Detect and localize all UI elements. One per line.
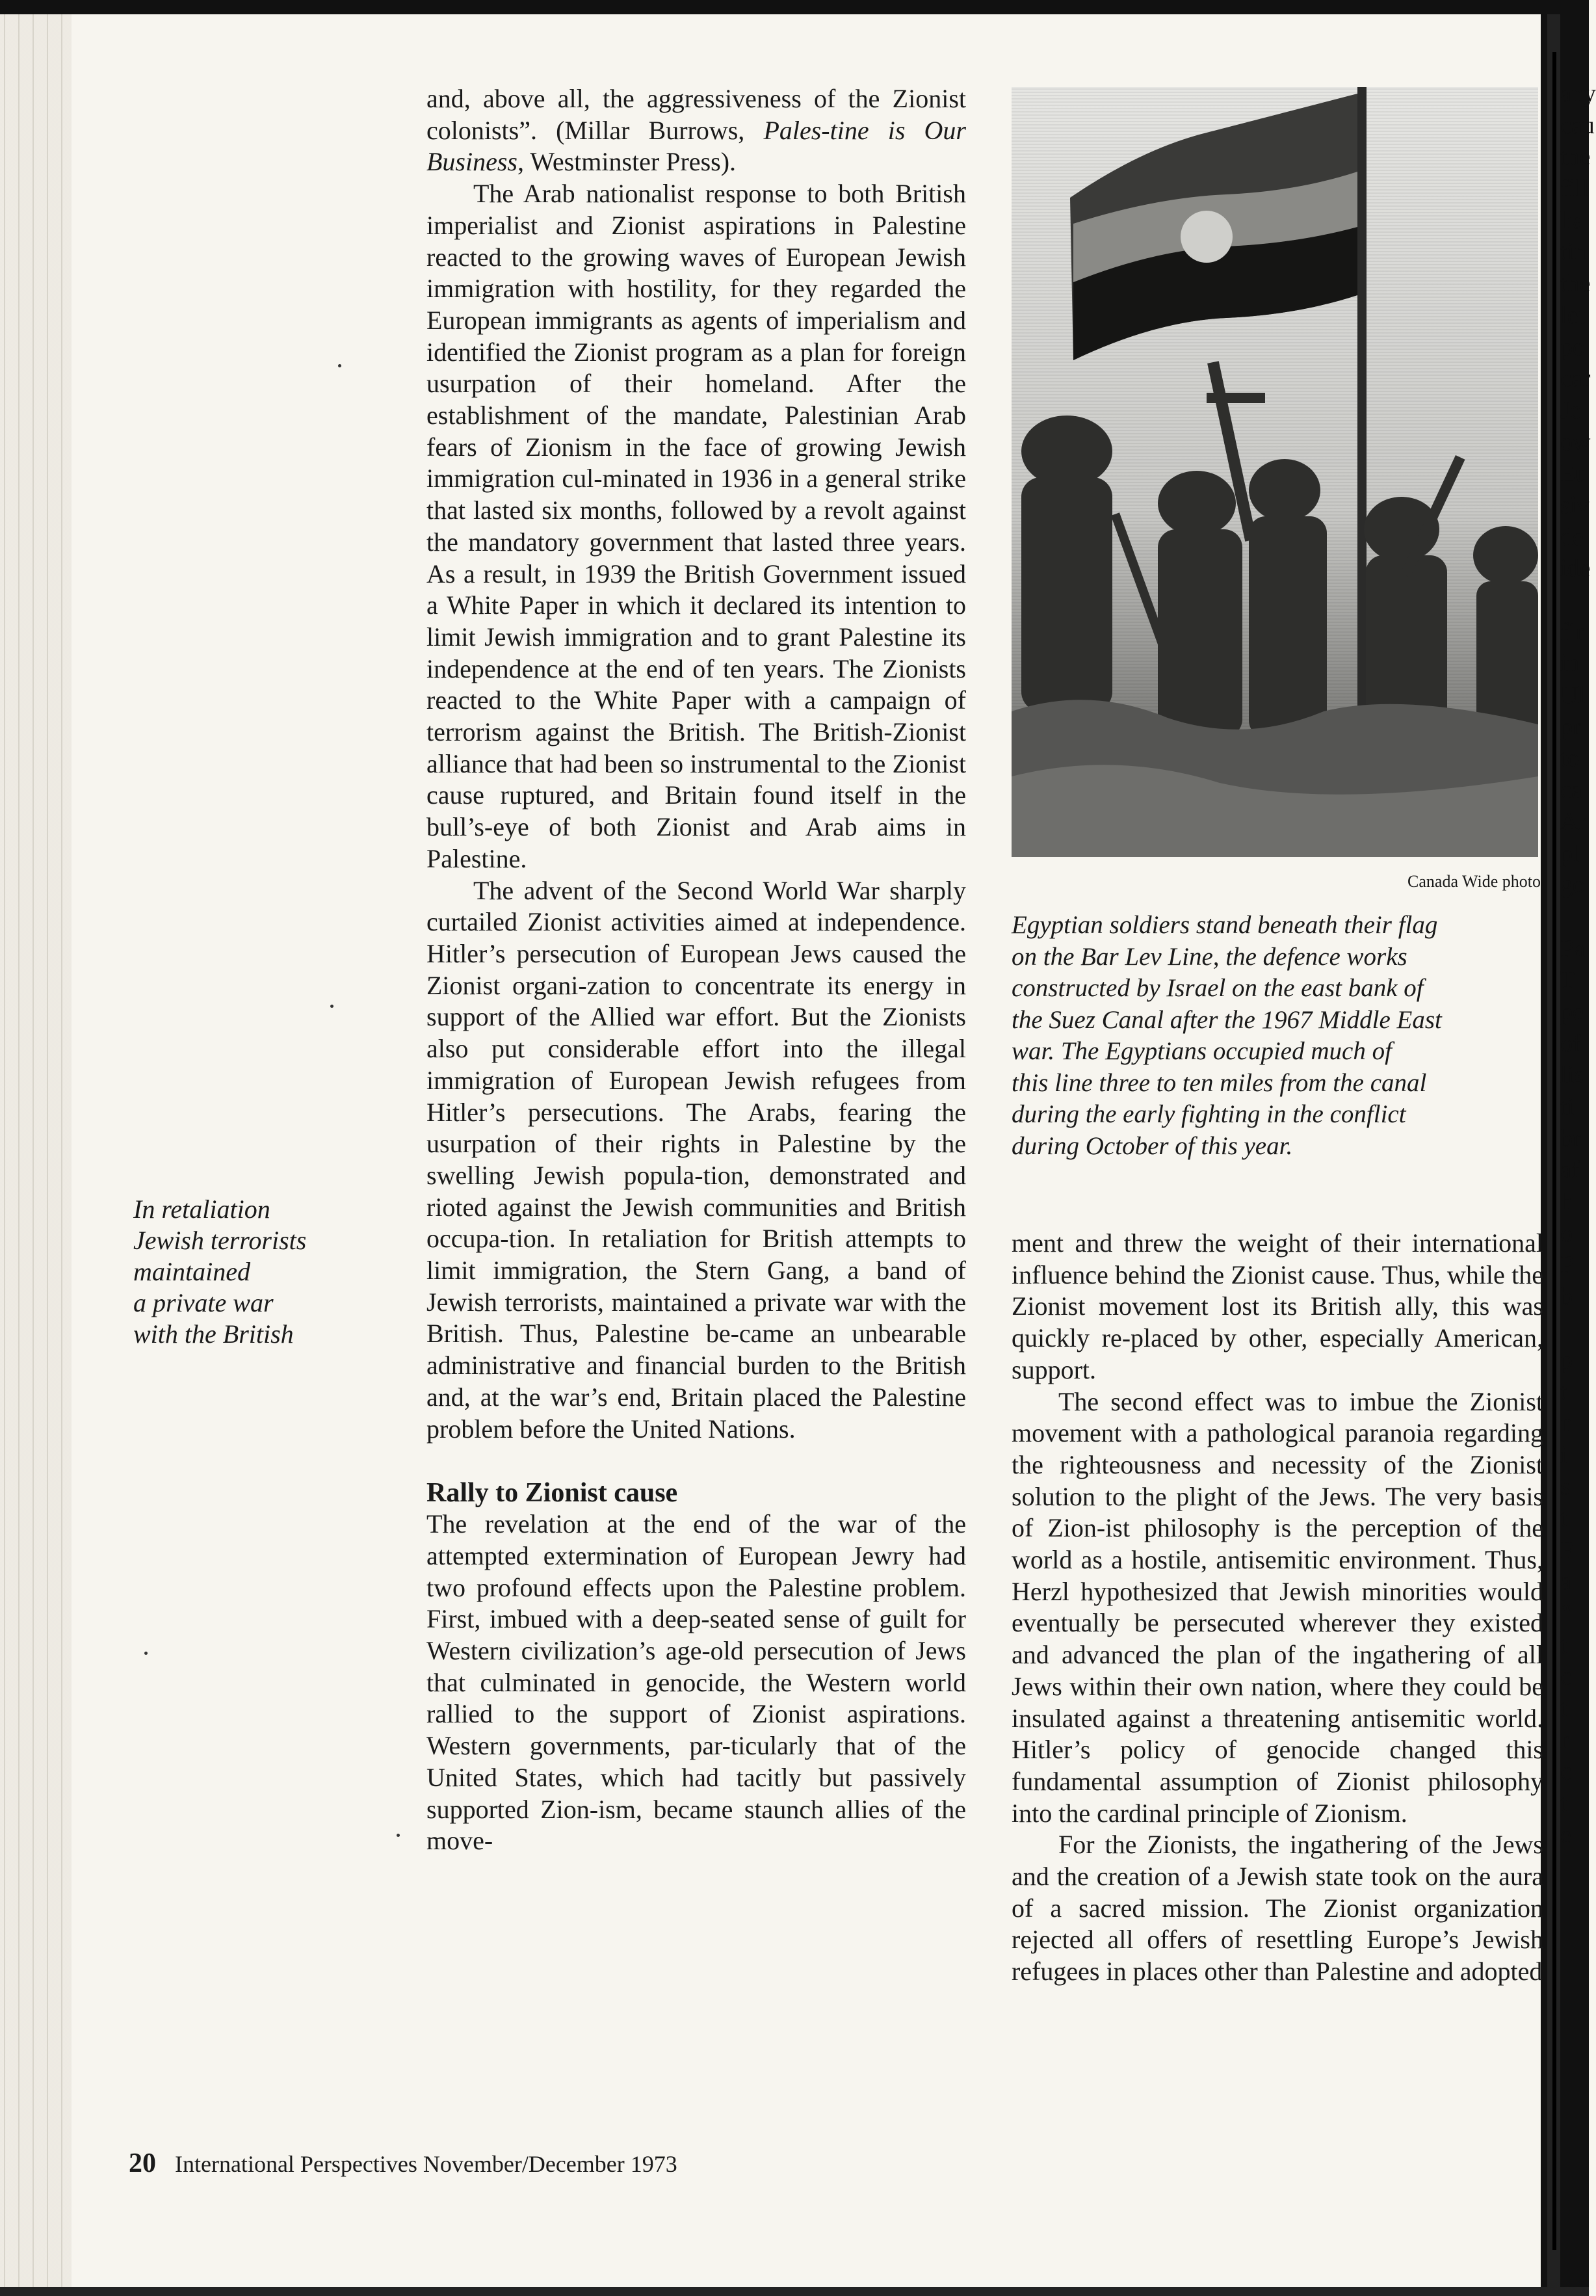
caption-line: during the early fighting in the conflict: [1012, 1100, 1406, 1128]
adjacent-text-fragment: ti: [1560, 1093, 1575, 1120]
adjacent-text-fragment: c: [1560, 1663, 1571, 1691]
adjacent-text-fragment: F: [1560, 1536, 1575, 1564]
adjacent-text-fragment: t: [1560, 1695, 1567, 1722]
adjacent-text-fragment: T: [1560, 966, 1576, 994]
adjacent-text-fragment: br: [1560, 1124, 1581, 1152]
scan-speck: [338, 364, 341, 367]
article-body-part2: [426, 1509, 966, 1857]
adjacent-text-fragment: ide: [1560, 555, 1591, 583]
adjacent-text-fragment: a: [1560, 1568, 1571, 1596]
caption-line: constructed by Israel on the east bank of: [1012, 974, 1424, 1002]
adjacent-text-fragment: de: [1560, 523, 1584, 551]
caption-line: the Suez Canal after the 1967 Middle East: [1012, 1005, 1442, 1034]
adjacent-text-fragment: “: [1560, 1600, 1571, 1627]
adjacent-text-fragment: [1560, 585, 1589, 616]
adjacent-text-fragment: t: [1560, 1378, 1567, 1406]
article-body-part1: [426, 83, 966, 1445]
adjacent-text-fragment: pr: [1560, 713, 1581, 741]
caption-line: Egyptian soldiers stand beneath their flag: [1012, 911, 1438, 939]
photo-credit: Canada Wide photo: [1407, 872, 1541, 891]
adjacent-text-fragment: ha: [1560, 206, 1584, 234]
adjacent-text-fragment: Pa: [1560, 934, 1585, 962]
article-paragraph: The revelation at the end of the war of the attempted extermination of European Jewry had two profound effects upon the Palestine problem. First, imbued with a deep-seated sense of guilt for Western civilization’s age-old persecution of Jews that culminated in genocide, the Western world rallied to the support of Zionist aspirations. Western governments, par-ticularly that of the United States, which had tacitly but passively supported Zion-ism, became staunch allies of the move-: [426, 1509, 966, 1856]
caption-line: this line three to ten miles from the canal: [1012, 1068, 1427, 1097]
adjacent-text-fragment: pe: [1560, 997, 1584, 1025]
pull-quote-line: In retaliation: [133, 1194, 270, 1224]
adjacent-text-fragment: siv: [1560, 491, 1589, 519]
adjacent-text-fragment: Ul: [1560, 681, 1585, 709]
adjacent-text-fragment: Eu: [1560, 460, 1588, 488]
scan-bottom-edge: [0, 2287, 1589, 2296]
adjacent-text-fragment: [1560, 901, 1589, 933]
article-paragraph: The advent of the Second World War sharply curtailed Zionist activities aimed at independence. Hitler’s persecution of European Jews caused the Zionist organi-zation to concentrate its energy in support of the Allied war effort. But the Zionists also put considerable effort into the illegal immigration of European Jewish refugees from Hitler’s persecutions. The Arabs, fearing the usurpation of their rights in Palestine by the swelling Jewish popula-tion, demonstrated and rioted against the Jewish communities and British occupa-tion. In retaliation for British attempts to limit immigration, the Stern Gang, a band of Jewish terrorists, maintained a private war with the British. Thus, Palestine be-came an unbearable administrative and financial burden to the British and, at the war’s end, Britain placed the Palestine problem before the United Nations.: [426, 875, 966, 1444]
photo-caption: [1012, 910, 1538, 1162]
adjacent-text-fragment: af: [1560, 1156, 1580, 1184]
adjacent-text-fragment: r: [1560, 1726, 1569, 1754]
adjacent-text-fragment: the: [1560, 143, 1591, 171]
adjacent-text-fragment: tin: [1560, 238, 1587, 266]
caption-line: on the Bar Lev Line, the defence works: [1012, 942, 1407, 971]
adjacent-text-fragment: i: [1560, 1441, 1567, 1469]
page-fold-rule: [1552, 52, 1556, 2250]
adjacent-text-fragment: the: [1560, 270, 1591, 298]
scan-binding-gutter: [0, 14, 72, 2287]
scan-speck: [144, 1652, 148, 1655]
scan-speck: [397, 1834, 400, 1837]
pull-quote-line: a private war: [133, 1288, 274, 1317]
adjacent-text-fragment: pl: [1560, 839, 1580, 867]
news-photo: [1012, 87, 1538, 857]
article-paragraph: and, above all, the aggressiveness of the Zionist colonists”. (Millar Burrows, Pales-tine is Our Business, Westminster Press).: [426, 84, 966, 177]
adjacent-text-fragment: P: [1560, 1251, 1575, 1279]
page-footer: [129, 2149, 909, 2178]
pull-quote: [133, 1194, 393, 1350]
adjacent-text-fragment: n: [1560, 1409, 1573, 1437]
article-subheading: Rally to Zionist cause: [426, 1478, 678, 1509]
adjacent-text-fragment: s: [1560, 1473, 1570, 1501]
adjacent-text-fragment: Ar: [1560, 808, 1587, 836]
adjacent-text-fragment: b: [1560, 1283, 1573, 1311]
adjacent-text-fragment: fill: [1560, 175, 1589, 203]
adjacent-text-fragment: go: [1560, 871, 1585, 899]
adjacent-text-fragment: [1560, 1313, 1589, 1345]
article-paragraph: The Arab nationalist response to both British imperialist and Zionist aspirations in Palestine reacted to the growing waves of European Jewish immigration with hostility, for they regarded the European immigrants as agents of imperialism and identified the Zionist program as a plan for foreign usurpation of their homeland. After the establishment of the mandate, Palestinian Arab fears of Zionism in the face of growing Jewish immigration cul-minated in 1936 in a general strike that lasted six months, followed by a revolt against the mandatory government that lasted three years. As a result, in 1939 the British Government issued a White Paper in which it declared its intention to limit Jewish immigration and to grant Palestine its independence at the end of ten years. The Zionists reacted to the White Paper with a campaign of terrorism against the British. The British-Zionist alliance that had been so instrumental to the Zionist cause ruptured, and Britain found itself in the bull’s-eye of both Zionist and Arab aims in Palestine.: [426, 179, 966, 873]
adjacent-text-fragment: Je: [1560, 396, 1581, 424]
article-column-right: [1012, 1228, 1543, 1988]
caption-line: during October of this year.: [1012, 1131, 1293, 1160]
scan-speck: [330, 1005, 334, 1008]
adjacent-text-fragment: car: [1560, 365, 1591, 393]
adjacent-text-fragment: ca: [1560, 776, 1582, 804]
adjacent-text-fragment: t: [1560, 1631, 1567, 1659]
article-column-left: [426, 83, 966, 1857]
article-paragraph: The second effect was to imbue the Zionist movement with a pathological paranoia regarding the righteousness and necessity of the Zionist solution to the plight of the Jews. The very basis of Zion-ist philosophy is the perception of the world as a hostile, antisemitic environment. Thus, Herzl hypothesized that Jewish minorities would eventually be persecuted wherever they existed and advanced the plan of the ingathering of all Jews within their own nation, where they could be insulated against a threatening antisemitic world. Hitler’s policy of genocide changed this fundamental assumption of Zionist philosophy into the cardinal principle of Zionism.: [1012, 1386, 1543, 1828]
pull-quote-line: with the British: [133, 1319, 294, 1349]
article-body-part3: [1012, 1228, 1543, 1988]
adjacent-text-fragment: o: [1560, 1219, 1573, 1247]
adjacent-text-fragment: in: [1560, 650, 1580, 678]
adjacent-text-fragment: ow: [1560, 428, 1591, 456]
article-paragraph: For the Zionists, the ingathering of the Jews and the creation of a Jewish state took on the aura of a sacred mission. The Zionist organization rejected all offers of resettling Europe’s Jewish refugees in places other than Palestine and adopted: [1012, 1830, 1543, 1986]
adjacent-text-fragment: any: [1560, 80, 1596, 107]
caption-line: war. The Egyptians occupied much of: [1012, 1037, 1392, 1065]
adjacent-text-fragment: c: [1560, 1758, 1571, 1786]
adjacent-page-text-fragments: [1560, 78, 1596, 1851]
adjacent-text-fragment: po: [1560, 333, 1585, 361]
adjacent-text-fragment: to: [1560, 745, 1580, 772]
adjacent-text-fragment: p: [1560, 1346, 1573, 1374]
adjacent-text-fragment: fir: [1560, 618, 1584, 646]
adjacent-text-fragment: lis: [1560, 1061, 1584, 1089]
scan-top-edge: [0, 0, 1589, 14]
publication-line: International Perspectives November/December 1973: [175, 2151, 677, 2177]
adjacent-text-fragment: t: [1560, 1789, 1567, 1817]
article-paragraph: ment and threw the weight of their international influence behind the Zionist cause. Thus, while the Zionist movement lost its British ally, this was quickly re-placed by other, especially American, support.: [1012, 1228, 1543, 1384]
adjacent-text-fragment: let: [1560, 301, 1585, 329]
page-number: 20: [129, 2148, 156, 2178]
pull-quote-line: Jewish terrorists: [133, 1226, 307, 1255]
pull-quote-line: maintained: [133, 1257, 250, 1286]
adjacent-text-fragment: t: [1560, 1504, 1567, 1532]
soldiers-flag-illustration: [1012, 87, 1538, 857]
adjacent-text-fragment: e: [1560, 1821, 1571, 1849]
adjacent-text-fragment: h: [1560, 1188, 1573, 1216]
adjacent-text-fragment: cau: [1560, 111, 1595, 139]
adjacent-text-fragment: of: [1560, 1029, 1581, 1057]
